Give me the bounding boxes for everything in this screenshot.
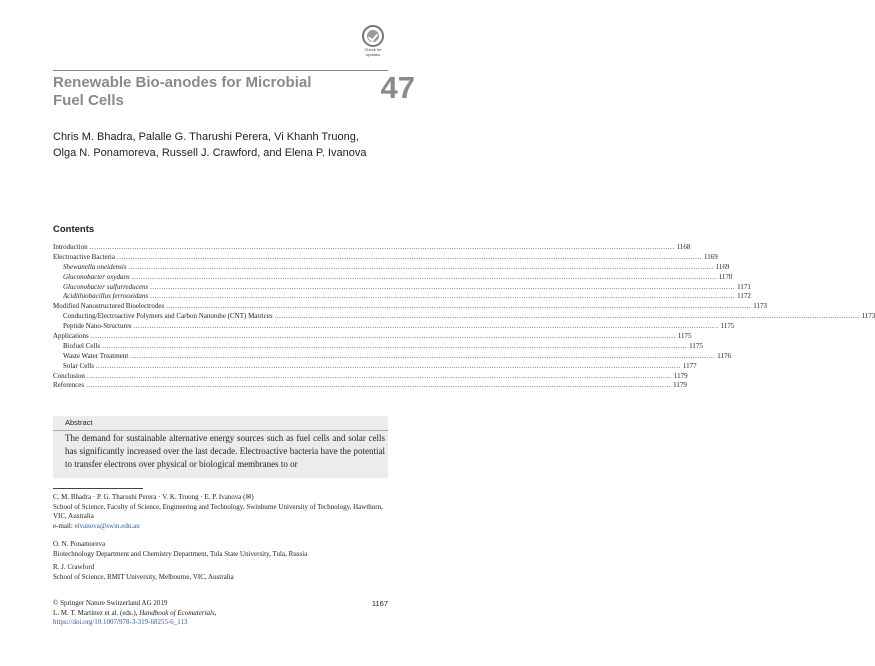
toc-leader-dots: .................................................................................................................................................................................................................................................................... bbox=[117, 252, 702, 261]
toc-entry[interactable] bbox=[53, 302, 767, 312]
toc-entry-page: 1169 bbox=[704, 252, 718, 261]
abstract-label: Abstract bbox=[65, 418, 93, 427]
page-number: 1167 bbox=[371, 599, 388, 608]
chapter-number: 47 bbox=[380, 70, 415, 105]
toc-entry[interactable] bbox=[53, 292, 751, 302]
toc-entry-page: 1169 bbox=[715, 262, 730, 271]
affiliation-institution: School of Science, Faculty of Science, Engineering and Technology, Swinburne University of Technology, Hawthorn, VIC, Australia bbox=[53, 502, 383, 520]
toc-entry-page: 1172 bbox=[737, 292, 751, 301]
toc-entry[interactable] bbox=[53, 312, 875, 322]
toc-entry-label: Solar Cells bbox=[63, 361, 94, 370]
toc-entry-label: Biofuel Cells bbox=[63, 341, 101, 350]
toc-entry-page: 1177 bbox=[682, 361, 697, 370]
toc-entry-page: 1173 bbox=[861, 312, 875, 321]
affiliation-email-line: e-mail: eivanova@swin.edu.au bbox=[53, 521, 140, 530]
toc-leader-dots: .................................................................................................................................................................................................................................................................... bbox=[86, 381, 672, 390]
check-updates-icon bbox=[362, 25, 384, 47]
toc-entry-page: 1173 bbox=[753, 302, 767, 311]
toc-entry-label: Conducting/Electroactive Polymers and Carbon Nanotube (CNT) Matrices bbox=[63, 312, 273, 321]
toc-leader-dots: .................................................................................................................................................................................................................................................................... bbox=[95, 361, 681, 370]
doi-line bbox=[53, 618, 388, 628]
toc-entry[interactable] bbox=[53, 252, 718, 263]
toc-entry-page: 1168 bbox=[676, 243, 691, 251]
toc-entry-label: Introduction bbox=[53, 243, 88, 251]
toc-entry-page: 1171 bbox=[737, 282, 751, 291]
toc-entry-page: 1176 bbox=[717, 351, 731, 360]
header-rule bbox=[53, 70, 388, 71]
toc-entry-label: Peptide Nano-Structures bbox=[63, 322, 132, 331]
abstract-text: The demand for sustainable alternative energy sources such as fuel cells and solar cells has significantly increased over the last decade. Electroactive bacteria have the potential to transfer electrons over physical or biological membranes to or bbox=[65, 433, 385, 469]
affiliation-author: R. J. Crawford bbox=[53, 563, 95, 571]
toc-entry-label: Electroactive Bacteria bbox=[53, 252, 115, 261]
toc-entry[interactable] bbox=[53, 243, 691, 253]
toc-entry[interactable] bbox=[53, 282, 751, 293]
affiliation-institution: School of Science, RMIT University, Melbourne, VIC, Australia bbox=[53, 572, 234, 581]
toc-entry[interactable] bbox=[53, 351, 731, 362]
toc-entry[interactable] bbox=[53, 361, 697, 372]
toc-leader-dots: .................................................................................................................................................................................................................................................................... bbox=[130, 351, 716, 360]
toc-leader-dots: .................................................................................................................................................................................................................................................................... bbox=[90, 332, 676, 341]
book-title: Handbook of Ecomaterials bbox=[139, 608, 215, 617]
footnote-rule bbox=[53, 488, 143, 489]
affiliation-author: O. N. Ponamoreva bbox=[53, 540, 106, 548]
toc-entry-label: References bbox=[53, 381, 85, 390]
toc-entry-page: 1175 bbox=[689, 341, 703, 350]
author-list: Chris M. Bhadra, Palalle G. Tharushi Perera, Vi Khanh Truong, Olga N. Ponamoreva, Russell J. Crawford, and Elena P. Ivanova bbox=[53, 131, 367, 159]
affiliation-block-2 bbox=[53, 540, 388, 559]
affiliation-block-3 bbox=[53, 563, 388, 582]
toc-entry[interactable] bbox=[53, 381, 687, 391]
toc-entry-page: 1179 bbox=[673, 371, 688, 380]
toc-entry-label: Acidithiobacillus ferrooxidans bbox=[63, 292, 149, 301]
toc-entry[interactable] bbox=[53, 341, 703, 352]
citation-line: L. M. T. Martínez et al. (eds.), Handbook of Ecomaterials, bbox=[53, 608, 217, 617]
affiliation-institution: Biotechnology Department and Chemistry Department, Tula State University, Tula, Russia bbox=[53, 549, 308, 558]
table-of-contents bbox=[53, 243, 875, 391]
toc-entry[interactable] bbox=[53, 262, 730, 273]
toc-entry-label: Conclusion bbox=[53, 371, 85, 380]
toc-leader-dots: .................................................................................................................................................................................................................................................................... bbox=[166, 302, 752, 311]
toc-leader-dots: .................................................................................................................................................................................................................................................................... bbox=[133, 322, 719, 331]
toc-leader-dots: .................................................................................................................................................................................................................................................................... bbox=[131, 272, 717, 281]
copyright-line: © Springer Nature Switzerland AG 2019 bbox=[53, 599, 168, 607]
toc-leader-dots: .................................................................................................................................................................................................................................................................... bbox=[102, 341, 688, 350]
toc-entry[interactable] bbox=[53, 272, 733, 283]
toc-entry-page: 1179 bbox=[673, 381, 687, 390]
affiliation-block-1 bbox=[53, 493, 388, 531]
page-footer bbox=[53, 599, 388, 628]
toc-entry-label: Waste Water Treatment bbox=[63, 351, 129, 360]
abstract-divider bbox=[53, 430, 388, 431]
contents-heading: Contents bbox=[53, 224, 95, 235]
toc-entry-label: Gluconobacter oxydans bbox=[63, 272, 130, 281]
chapter-title: Renewable Bio-anodes for Microbial Fuel Cells bbox=[53, 74, 312, 109]
email-link[interactable]: eivanova@swin.edu.au bbox=[74, 521, 140, 530]
toc-entry[interactable] bbox=[53, 322, 735, 332]
toc-leader-dots: .................................................................................................................................................................................................................................................................... bbox=[274, 312, 860, 321]
doi-link[interactable]: https://doi.org/10.1007/978-3-319-68255-6_113 bbox=[53, 618, 188, 626]
toc-entry[interactable] bbox=[53, 371, 688, 382]
toc-leader-dots: .................................................................................................................................................................................................................................................................... bbox=[128, 262, 714, 271]
badge-label: Check for updates bbox=[364, 47, 382, 57]
toc-entry[interactable] bbox=[53, 332, 692, 342]
toc-entry-label: Shewanella oneidensis bbox=[63, 262, 127, 271]
toc-entry-page: 1175 bbox=[677, 332, 692, 341]
check-for-updates-badge[interactable] bbox=[357, 25, 389, 61]
toc-entry-label: Applications bbox=[53, 332, 89, 341]
toc-leader-dots: .................................................................................................................................................................................................................................................................... bbox=[150, 292, 736, 301]
toc-entry-page: 1170 bbox=[718, 272, 733, 281]
affiliation-authors: C. M. Bhadra · P. G. Tharushi Perera · V. K. Truong · E. P. Ivanova (✉) bbox=[53, 493, 254, 501]
toc-entry-page: 1175 bbox=[720, 322, 735, 331]
toc-leader-dots: .................................................................................................................................................................................................................................................................... bbox=[150, 282, 736, 291]
toc-leader-dots: .................................................................................................................................................................................................................................................................... bbox=[89, 243, 675, 251]
toc-entry-label: Gluconobacter sulfurreducens bbox=[63, 282, 149, 291]
toc-leader-dots: .................................................................................................................................................................................................................................................................... bbox=[86, 371, 672, 380]
toc-entry-label: Modified Nanostructured Bioelectrodes bbox=[53, 302, 165, 311]
